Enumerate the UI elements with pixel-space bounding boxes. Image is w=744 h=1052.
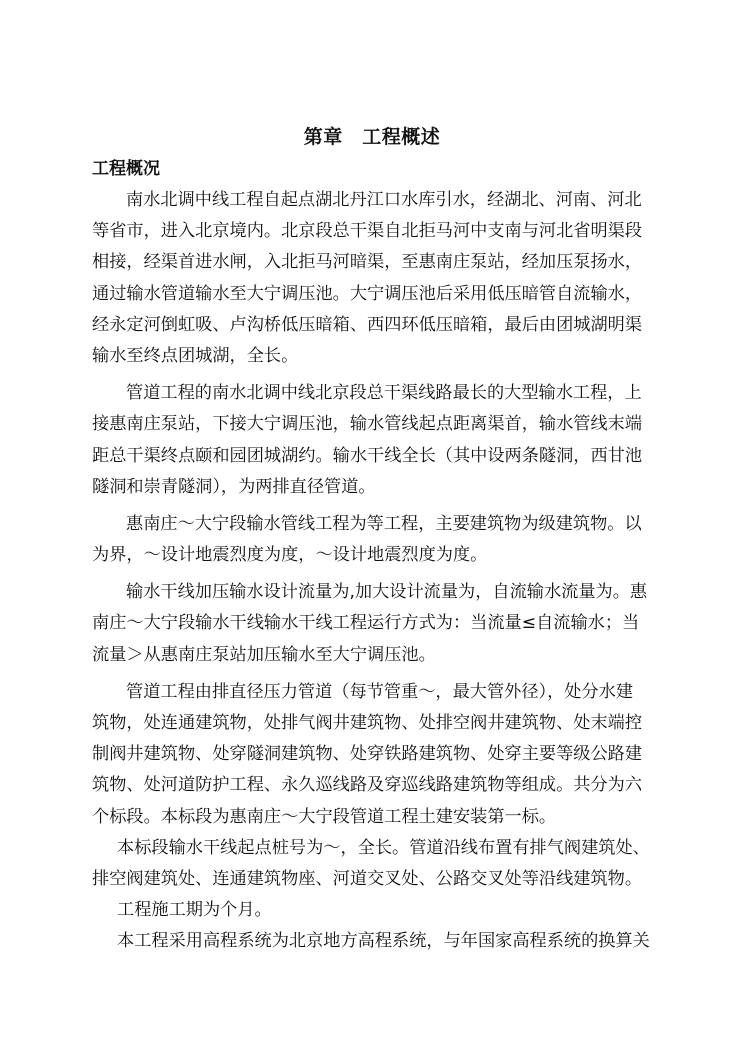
paragraph-line: 制阀井建筑物、处穿隧洞建筑物、处穿铁路建筑物、处穿主要等级公路建	[92, 744, 643, 765]
paragraph-line: 相接，经渠首进水闸，入北拒马河暗渠，至惠南庄泵站，经加压泵扬水，	[92, 252, 643, 273]
paragraph-line: 惠南庄～大宁段输水管线工程为等工程，主要建筑物为级建筑物。以	[126, 513, 642, 534]
paragraph-line: 个标段。本标段为惠南庄～大宁段管道工程土建安装第一标。	[92, 806, 557, 827]
paragraph-line: 输水干线加压输水设计流量为,加大设计流量为，自流输水流量为。惠	[126, 582, 648, 603]
paragraph-line: 筑物、处河道防护工程、永久巡线路及穿巡线路建筑物等组成。共分为六	[92, 775, 643, 796]
paragraph-line: 输水至终点团城湖，全长。	[92, 345, 299, 366]
paragraph-line: 管道工程由排直径压力管道（每节管重～，最大管外径），处分水建	[126, 681, 634, 702]
paragraph-line: 排空阀建筑处、连通建筑物座、河道交叉处、公路交叉处等沿线建筑物。	[92, 868, 643, 889]
paragraph-line: 等省市，进入北京境内。北京段总干渠自北拒马河中支南与河北省明渠段	[92, 221, 643, 242]
paragraph-line: 经永定河倒虹吸、卢沟桥低压暗箱、西四环低压暗箱，最后由团城湖明渠	[92, 314, 643, 335]
paragraph-line: 接惠南庄泵站，下接大宁调压池，输水管线起点距离渠首，输水管线末端	[92, 414, 643, 435]
paragraph-line: 通过输水管道输水至大宁调压池。大宁调压池后采用低压暗管自流输水，	[92, 283, 643, 304]
paragraph-line: 本工程采用高程系统为北京地方高程系统，与年国家高程系统的换算关	[117, 931, 650, 952]
paragraph-line: 筑物，处连通建筑物，处排气阀井建筑物、处排空阀井建筑物、处末端控	[92, 713, 643, 733]
body-text	[92, 185, 672, 958]
chapter-title: 第章 工程概述	[303, 126, 441, 148]
paragraph-line: 管道工程的南水北调中线北京段总干渠线路最长的大型输水工程，上	[126, 383, 642, 404]
paragraph-line: 南庄～大宁段输水干线输水干线工程运行方式为：当流量≤自流输水；当	[92, 613, 640, 634]
paragraph-line: 距总干渠终点颐和园团城湖约。输水干线全长（其中设两条隧洞，西甘池	[92, 445, 643, 466]
paragraph-line: 流量＞从惠南庄泵站加压输水至大宁调压池。	[92, 644, 436, 665]
paragraph-line: 为界，～设计地震烈度为度，～设计地震烈度为度。	[92, 545, 488, 566]
paragraph-line: 南水北调中线工程自起点湖北丹江口水库引水，经湖北、河南、河北	[126, 190, 642, 210]
paragraph-line: 本标段输水干线起点桩号为～，全长。管道沿线布置有排气阀建筑处、	[117, 837, 650, 858]
paragraph-line: 隧洞和崇青隧洞），为两排直径管道。	[92, 476, 376, 497]
paragraph-line: 工程施工期为个月。	[117, 900, 272, 921]
section-heading: 工程概况	[92, 159, 160, 179]
